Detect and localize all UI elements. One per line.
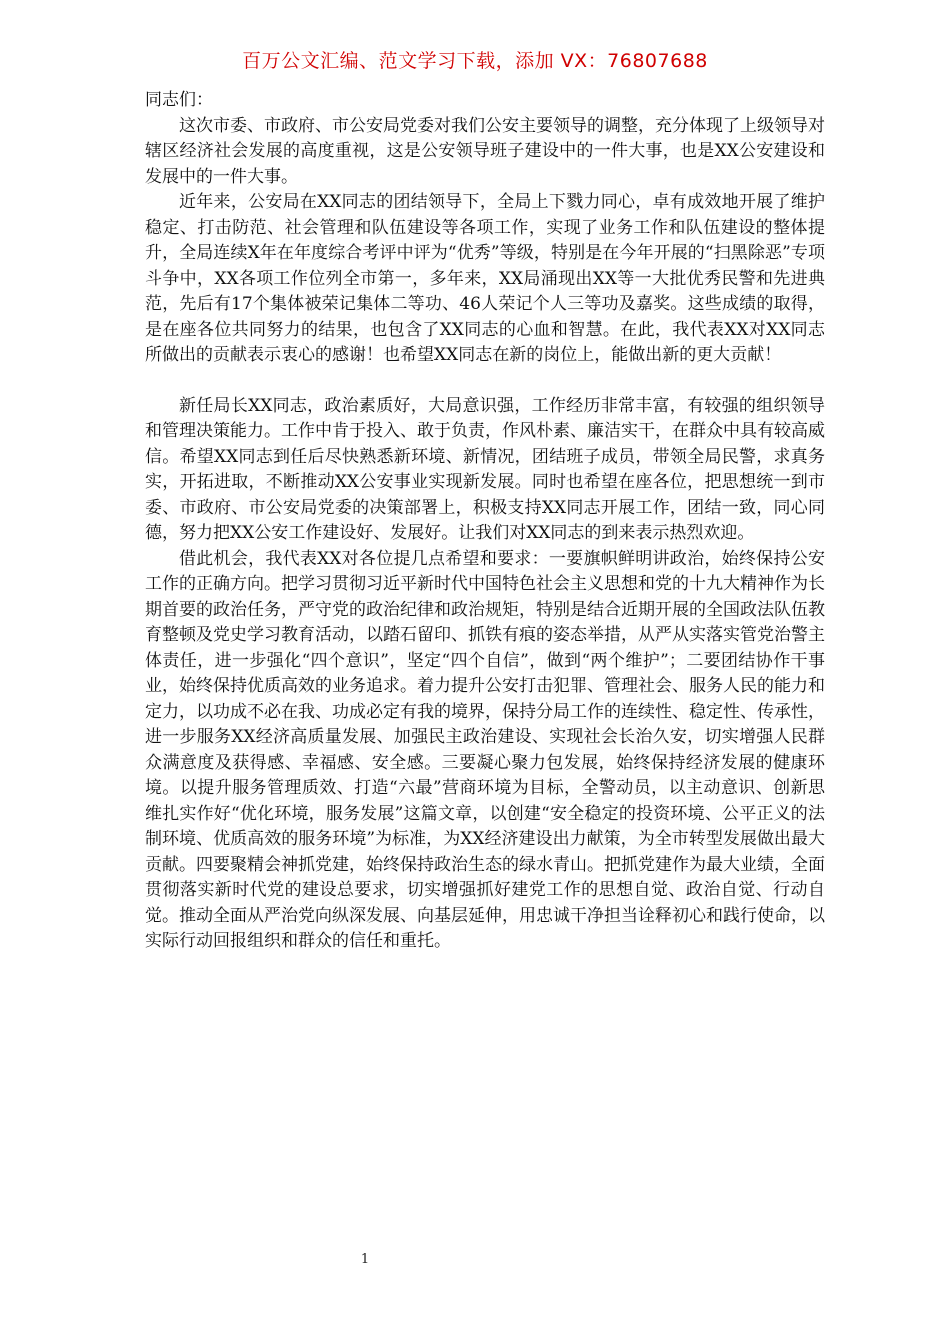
page-number: 1: [360, 1252, 370, 1267]
paragraph-3: 新任局长XX同志，政治素质好，大局意识强，工作经历非常丰富，有较强的组织领导和管理决策能力。工作中肯于投入、敢于负责，作风朴素、廉洁实干，在群众中具有较高威信。希望XX同志到任后尽快熟悉新环境、新情况，团结班子成员，带领全局民警，求真务实，开拓进取，不断推动XX公安事业实现新发展。同时也希望在座各位，把思想统一到市委、市政府、市公安局党委的决策部署上，积极支持XX同志开展工作，团结一致，同心同德，努力把XX公安工作建设好、发展好。让我们对XX同志的到来表示热烈欢迎。: [145, 395, 825, 543]
paragraph-2: 近年来，公安局在XX同志的团结领导下，全局上下戮力同心，卓有成效地开展了维护稳定、打击防范、社会管理和队伍建设等各项工作，实现了业务工作和队伍建设的整体提升，全局连续X年在年度综合考评中评为“优秀”等级，特别是在今年开展的“扫黑除恶”专项斗争中，XX各项工作位列全市第一，多年来，XX局涌现出XX等一大批优秀民警和先进典范，先后有17个集体被荣记集体二等功、46人荣记个人三等功及嘉奖。这些成绩的取得，是在座各位共同努力的结果，也包含了XX同志的心血和智慧。在此，我代表XX对XX同志所做出的贡献表示衷心的感谢！也希望XX同志在新的岗位上，能做出新的更大贡献！: [145, 192, 825, 365]
paragraph-spacer: [145, 369, 825, 394]
header-banner: 百万公文汇编、范文学习下载，添加 VX：76807688: [242, 50, 708, 72]
salutation: 同志们：: [145, 90, 213, 110]
document-body: [145, 88, 825, 955]
paragraph-4: 借此机会，我代表XX对各位提几点希望和要求：一要旗帜鲜明讲政治，始终保持公安工作的正确方向。把学习贯彻习近平新时代中国特色社会主义思想和党的十九大精神作为长期首要的政治任务，严守党的政治纪律和政治规矩，特别是结合近期开展的全国政法队伍教育整顿及党史学习教育活动，以踏石留印、抓铁有痕的姿态举措，从严从实落实管党治警主体责任，进一步强化“四个意识”，坚定“四个自信”，做到“两个维护”；二要团结协作干事业，始终保持优质高效的业务追求。着力提升公安打击犯罪、管理社会、服务人民的能力和定力，以功成不必在我、功成必定有我的境界，保持分局工作的连续性、稳定性、传承性，进一步服务XX经济高质量发展、加强民主政治建设、实现社会长治久安，切实增强人民群众满意度及获得感、幸福感、安全感。三要凝心聚力包发展，始终保持经济发展的健康环境。以提升服务管理质效、打造“六最”营商环境为目标，全警动员，以主动意识、创新思维扎实作好“优化环境，服务发展”这篇文章，以创建“安全稳定的投资环境、公平正义的法制环境、优质高效的服务环境”为标准，为XX经济建设出力献策，为全市转型发展做出最大贡献。四要聚精会神抓党建，始终保持政治生态的绿水青山。把抓党建作为最大业绩，全面贯彻落实新时代党的建设总要求，切实增强抓好建党工作的思想自觉、政治自觉、行动自觉。推动全面从严治党向纵深发展、向基层延伸，用忠诚干净担当诠释初心和践行使命，以实际行动回报组织和群众的信任和重托。: [145, 548, 825, 951]
paragraph-1: 这次市委、市政府、市公安局党委对我们公安主要领导的调整，充分体现了上级领导对辖区经济社会发展的高度重视，这是公安领导班子建设中的一件大事，也是XX公安建设和发展中的一件大事。: [145, 115, 825, 187]
